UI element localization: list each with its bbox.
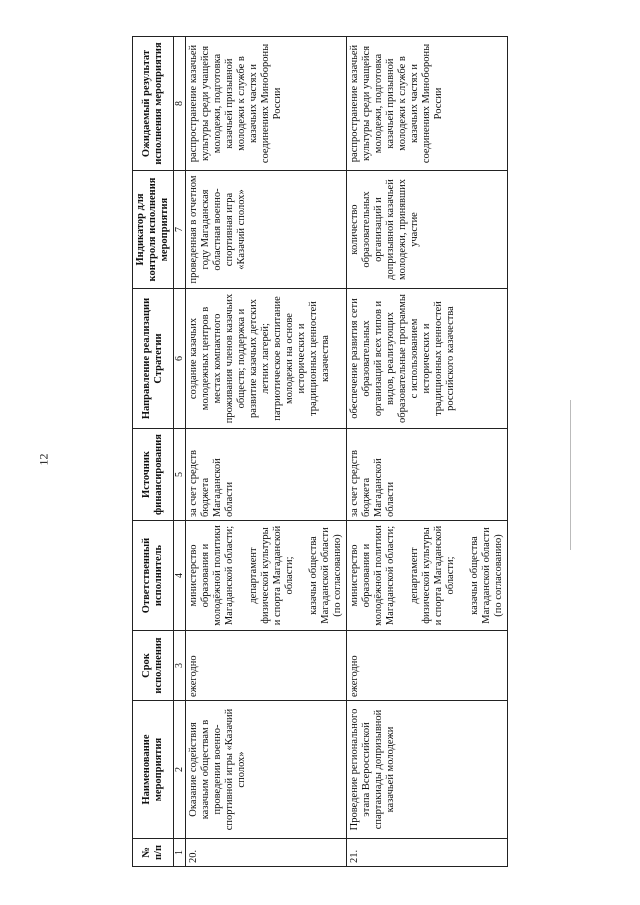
column-number: 8 (174, 37, 186, 171)
measures-table (132, 36, 508, 867)
row-indicator: проведенная в отчетном году Магаданская областная военно-спортивная игра «Казачий сполох» (186, 171, 347, 289)
column-number: 2 (174, 701, 186, 839)
header-num: № п/п (133, 839, 174, 867)
row-indicator: количество образовательных организаций и допризывной казачьей молодежи, принявших участие (347, 171, 508, 289)
header-term: Срок исполнения (133, 631, 174, 701)
row-executor: министерство образования и молодёжной политики Магаданской области; департамент физической культуры и спорта Магаданской области; казачьи общества Магаданской области (по согласованию) (347, 521, 508, 631)
measures-table-sheet (132, 37, 508, 867)
header-indicator: Индикатор для контроля исполнения мероприятия (133, 171, 174, 289)
column-number: 4 (174, 521, 186, 631)
row-direction: обеспечение развития сети образовательных организаций всех типов и видов, реализующих образовательные программы с использованием исторических и традиционных ценностей российского казачества (347, 289, 508, 429)
header-row (133, 37, 174, 867)
column-number: 3 (174, 631, 186, 701)
row-name: Оказание содействия казачьим обществам в проведении военно-спортивной игры «Казачий сполох» (186, 701, 347, 839)
column-number: 6 (174, 289, 186, 429)
table-row (186, 37, 347, 867)
table-row (347, 37, 508, 867)
row-name: Проведение регионального этапа Всероссийской спартакиады допризывной казачьей молодежи (347, 701, 508, 839)
row-num: 21. (347, 839, 508, 867)
row-executor: министерство образования и молодёжной политики Магаданской области; департамент физической культуры и спорта Магаданской области; казачьи общества Магаданской области (по согласованию) (186, 521, 347, 631)
column-number: 7 (174, 171, 186, 289)
column-number-row (174, 37, 186, 867)
row-num: 20. (186, 839, 347, 867)
row-term: ежегодно (186, 631, 347, 701)
header-executor: Ответственный исполнитель (133, 521, 174, 631)
row-result: распространение казачьей культуры среди учащейся молодежи, подготовка казачьей призывной молодежи к службе в казачьих частях и соединениях Минобороны России (186, 37, 347, 171)
row-term: ежегодно (347, 631, 508, 701)
row-funding: за счет средств бюджета Магаданской области (186, 429, 347, 521)
row-result: распространение казачьей культуры среди учащейся молодежи, подготовка казачьей призывной молодежи к службе в казачьих частях и соединениях Минобороны России (347, 37, 508, 171)
scan-artifact-line (570, 400, 571, 550)
header-name: Наименование мероприятия (133, 701, 174, 839)
row-funding: за счет средств бюджета Магаданской области (347, 429, 508, 521)
header-result: Ожидаемый результат исполнения мероприятия (133, 37, 174, 171)
row-direction: создание казачьих молодежных центров в местах компактного проживания членов казачьих обществ; поддержка и развитие казачьих детских летних лагерей; патриотическое воспитание молодежи на основе исторических и традиционных ценностей казачества (186, 289, 347, 429)
header-direction: Направление реализации Стратегии (133, 289, 174, 429)
column-number: 5 (174, 429, 186, 521)
header-funding: Источник финансирования (133, 429, 174, 521)
column-number: 1 (174, 839, 186, 867)
page-number: 12 (36, 453, 51, 466)
